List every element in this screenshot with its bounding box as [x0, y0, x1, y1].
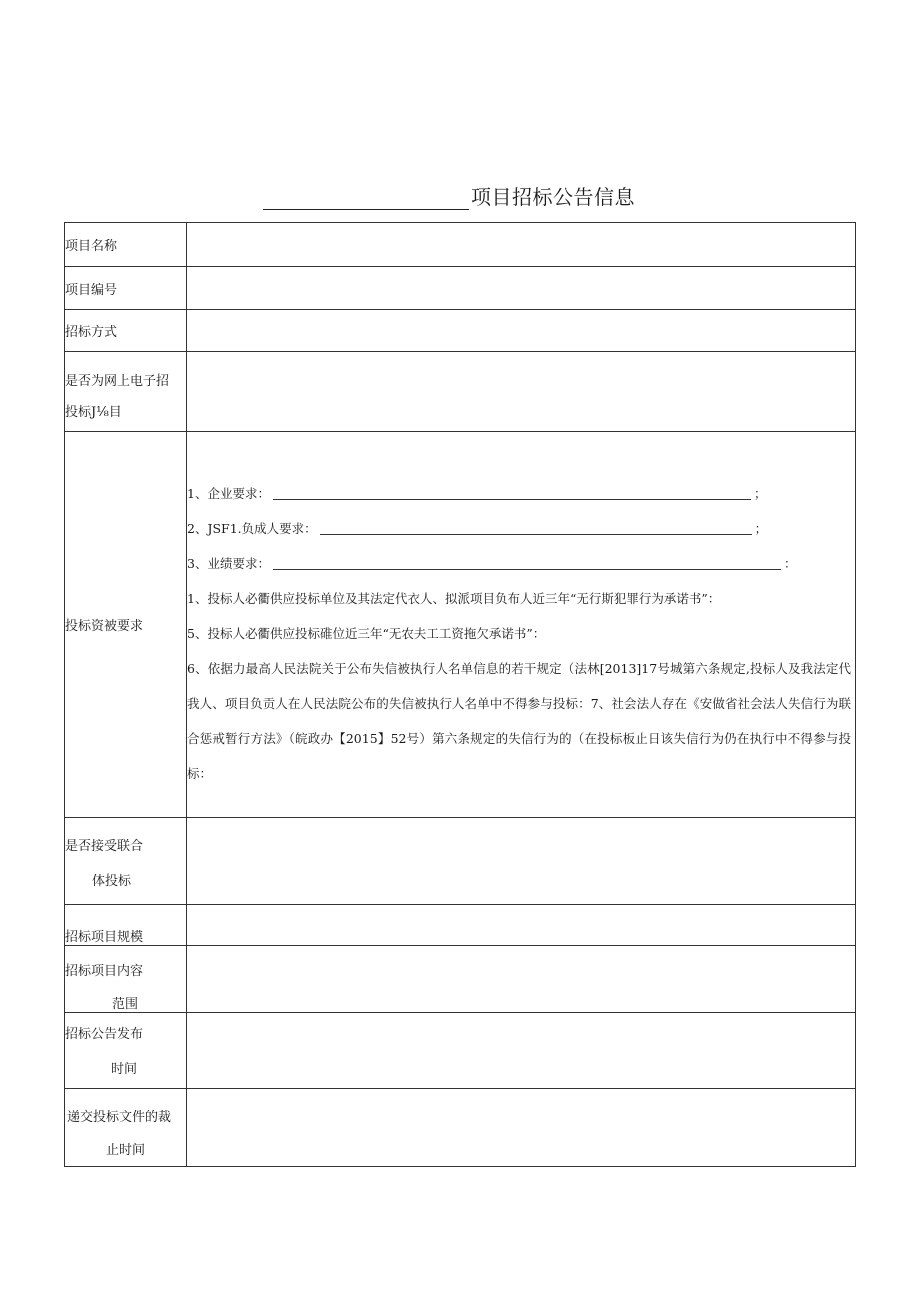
- label-consortium-line2: 体投标: [92, 874, 132, 889]
- value-scale[interactable]: [187, 905, 856, 946]
- label-deadline-line2: 止时间: [106, 1143, 146, 1158]
- value-project-number[interactable]: [187, 267, 856, 310]
- row-consortium: [65, 818, 856, 905]
- label-online-bid-line2: 投标J⅛目: [65, 405, 122, 420]
- label-deadline-line1: 递交投标文件的裁: [67, 1110, 172, 1125]
- label-cell: [65, 946, 187, 1013]
- req-credit: 6、依据力最高人民法院关于公布失信被执行人名单信息的若干规定（法林[2013]17号城第六条规定,投标人及我法定代我人、项目负贡人在人民法院公布的失信被执行人名单中不得参与投标：7、社会法人存在《安做省社会法人失信行为联合惩戒暂行方法》（皖政办【2015】52号）第六条规定的失信行为的（在投标板止日该失信行为仍在执行中不得参与投标：: [187, 661, 851, 781]
- row-bid-method: [65, 310, 856, 352]
- label-publish-line1: 招标公告发布: [65, 1027, 144, 1042]
- row-project-number: [65, 267, 856, 310]
- row-online-bid: [65, 352, 856, 432]
- label-cell: [65, 267, 187, 310]
- row-deadline: [65, 1089, 856, 1167]
- bid-info-table: [64, 222, 856, 1167]
- label-cell: [65, 1013, 187, 1089]
- row-scope: [65, 946, 856, 1013]
- label-cell: [65, 223, 187, 267]
- req-no-wage-arrears: 5、投标人必衢供应投标碓位近三年“无农夫工工资拖欠承诺书”：: [187, 625, 546, 641]
- label-scope-line1: 招标项目内容: [65, 964, 144, 979]
- label-scope-line2: 范围: [112, 997, 139, 1012]
- label-cell: [65, 818, 187, 905]
- req-performance: 3、业绩要求： ：: [187, 555, 797, 571]
- label-cell: [65, 310, 187, 352]
- value-deadline[interactable]: [187, 1089, 856, 1167]
- value-scope[interactable]: [187, 946, 856, 1013]
- label-consortium-line1: 是否接受联合: [65, 839, 144, 854]
- title-project-blank[interactable]: [263, 183, 469, 210]
- row-project-name: [65, 223, 856, 267]
- value-project-name[interactable]: [187, 223, 856, 267]
- page-title: [263, 180, 635, 210]
- label-project-number: 项目编号: [65, 283, 118, 298]
- label-cell: [65, 432, 187, 818]
- label-project-name: 项目名称: [65, 239, 118, 254]
- value-qualification: [187, 432, 856, 818]
- req-manager: 2、JSF1.负成人要求： ；: [187, 520, 768, 536]
- row-scale: [65, 905, 856, 946]
- label-bid-method: 招标方式: [65, 325, 118, 340]
- performance-req-blank[interactable]: [273, 557, 781, 570]
- value-publish-time[interactable]: [187, 1013, 856, 1089]
- label-publish-line2: 时间: [111, 1062, 138, 1077]
- label-qualification: 投标资被要求: [65, 619, 144, 634]
- req-no-crime: 1、投标人必衢供应投标单位及其法定代衣人、拟派项目负布人近三年“无行斯犯罪行为承诺书”：: [187, 590, 721, 606]
- title-text: 项目招标公告信息: [471, 185, 635, 209]
- label-cell: [65, 1089, 187, 1167]
- manager-req-blank[interactable]: [320, 522, 752, 535]
- label-cell: [65, 905, 187, 946]
- value-consortium[interactable]: [187, 818, 856, 905]
- label-cell: [65, 352, 187, 432]
- value-bid-method[interactable]: [187, 310, 856, 352]
- row-publish-time: [65, 1013, 856, 1089]
- req-enterprise: 1、企业要求： ；: [187, 485, 767, 501]
- enterprise-req-blank[interactable]: [273, 487, 751, 500]
- label-online-bid-line1: 是否为网上电子招: [65, 374, 170, 389]
- value-online-bid[interactable]: [187, 352, 856, 432]
- row-qualification: [65, 432, 856, 818]
- label-scale: 招标项目规模: [65, 930, 144, 945]
